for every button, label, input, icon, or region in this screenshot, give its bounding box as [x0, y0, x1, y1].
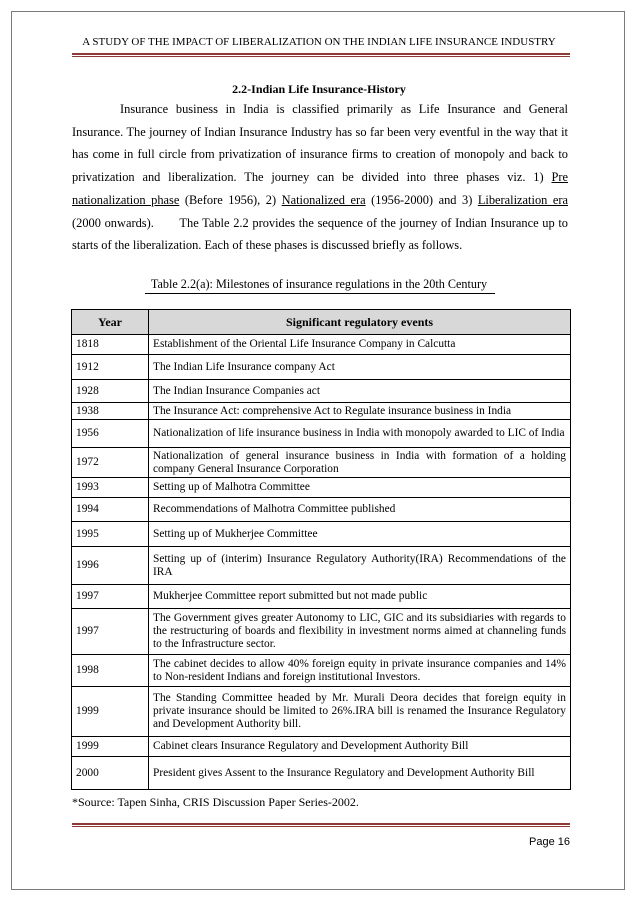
- table-row: [72, 335, 571, 355]
- header-event: Significant regulatory events: [149, 310, 571, 335]
- row-event: Setting up of (interim) Insurance Regulatory Authority(IRA) Recommendations of the IRA: [149, 547, 571, 585]
- table-row: [72, 609, 571, 655]
- row-event: Cabinet clears Insurance Regulatory and Development Authority Bill: [149, 737, 571, 757]
- table-row: [72, 757, 571, 790]
- source-note: *Source: Tapen Sinha, CRIS Discussion Paper Series-2002.: [72, 795, 359, 809]
- table-row: [72, 522, 571, 547]
- row-event: Nationalization of general insurance business in India with formation of a holding company General Insurance Corporation: [149, 448, 571, 478]
- row-year: 1956: [72, 420, 149, 448]
- phase-2-term: Nationalized era: [281, 192, 366, 207]
- row-event: The cabinet decides to allow 40% foreign equity in private insurance companies and 14% to Non-resident Indians and foreign institutional Investors.: [149, 655, 571, 687]
- row-year: 1996: [72, 547, 149, 585]
- para-text-4: (2000 onwards). The Table 2.2 provides the sequence of the journey of Indian Insurance up to starts of the liberalization. Each of these phases is discussed briefly as follows.: [72, 215, 568, 253]
- table-row: [72, 585, 571, 609]
- phase-1-term: Pre nationalization phase: [72, 170, 568, 207]
- table-row: [72, 355, 571, 380]
- row-year: 1999: [72, 687, 149, 737]
- running-header: A STUDY OF THE IMPACT OF LIBERALIZATION ON THE INDIAN LIFE INSURANCE INDUSTRY: [82, 36, 556, 48]
- table-row: [72, 655, 571, 687]
- para-text-1: Insurance business in India is classified primarily as Life Insurance and General Insurance. The journey of Indian Insurance Industry has so far been very eventful in the way that it has come in full circle from privatization of insurance firms to creation of monopoly and back to privatization and liberalization. The journey can be divided into three phases viz. 1): [72, 102, 568, 185]
- row-year: 1993: [72, 478, 149, 498]
- footer-rule-thin: [72, 826, 570, 827]
- milestones-table: [71, 309, 571, 790]
- table-row: [72, 737, 571, 757]
- header-rule: [72, 53, 570, 55]
- footer-rule: [72, 823, 570, 825]
- page-number: Page 16: [529, 836, 570, 848]
- row-event: Setting up of Mukherjee Committee: [149, 522, 571, 547]
- table-row: [72, 478, 571, 498]
- intro-paragraph: [72, 98, 568, 257]
- header-year: Year: [72, 310, 149, 335]
- row-event: The Standing Committee headed by Mr. Murali Deora decides that foreign equity in private insurance should be limited to 26%.IRA bill is renamed the Insurance Regulatory and Development Authority bill.: [149, 687, 571, 737]
- table-row: [72, 403, 571, 420]
- row-year: 1928: [72, 380, 149, 403]
- table-row: [72, 687, 571, 737]
- table-row: [72, 498, 571, 522]
- row-event: The Indian Insurance Companies act: [149, 380, 571, 403]
- table-header-row: [72, 310, 571, 335]
- row-year: 1998: [72, 655, 149, 687]
- row-event: Recommendations of Malhotra Committee published: [149, 498, 571, 522]
- row-year: 1995: [72, 522, 149, 547]
- row-year: 1818: [72, 335, 149, 355]
- section-heading: 2.2-Indian Life Insurance-History: [232, 82, 406, 96]
- row-year: 1999: [72, 737, 149, 757]
- row-year: 1997: [72, 585, 149, 609]
- row-event: Nationalization of life insurance business in India with monopoly awarded to LIC of India: [149, 420, 571, 448]
- phase-3-term: Liberalization era: [477, 192, 568, 207]
- row-event: Setting up of Malhotra Committee: [149, 478, 571, 498]
- table-row: [72, 547, 571, 585]
- row-year: 1994: [72, 498, 149, 522]
- row-year: 2000: [72, 757, 149, 790]
- row-event: The Insurance Act: comprehensive Act to Regulate insurance business in India: [149, 403, 571, 420]
- para-text-3: (1956-2000) and 3): [365, 192, 478, 207]
- para-text-2: (Before 1956), 2): [179, 192, 282, 207]
- header-rule-thin: [72, 56, 570, 57]
- row-year: 1912: [72, 355, 149, 380]
- caption-underline: [145, 293, 495, 294]
- row-event: Establishment of the Oriental Life Insurance Company in Calcutta: [149, 335, 571, 355]
- table-row: [72, 448, 571, 478]
- row-year: 1997: [72, 609, 149, 655]
- row-event: The Indian Life Insurance company Act: [149, 355, 571, 380]
- row-year: 1938: [72, 403, 149, 420]
- table-caption: Table 2.2(a): Milestones of insurance regulations in the 20th Century: [150, 277, 488, 291]
- row-event: The Government gives greater Autonomy to LIC, GIC and its subsidiaries with regards to the restructuring of boards and flexibility in investment norms aimed at channeling funds to the Infrastructure sector.: [149, 609, 571, 655]
- row-event: Mukherjee Committee report submitted but not made public: [149, 585, 571, 609]
- row-event: President gives Assent to the Insurance Regulatory and Development Authority Bill: [149, 757, 571, 790]
- table-row: [72, 420, 571, 448]
- table-row: [72, 380, 571, 403]
- row-year: 1972: [72, 448, 149, 478]
